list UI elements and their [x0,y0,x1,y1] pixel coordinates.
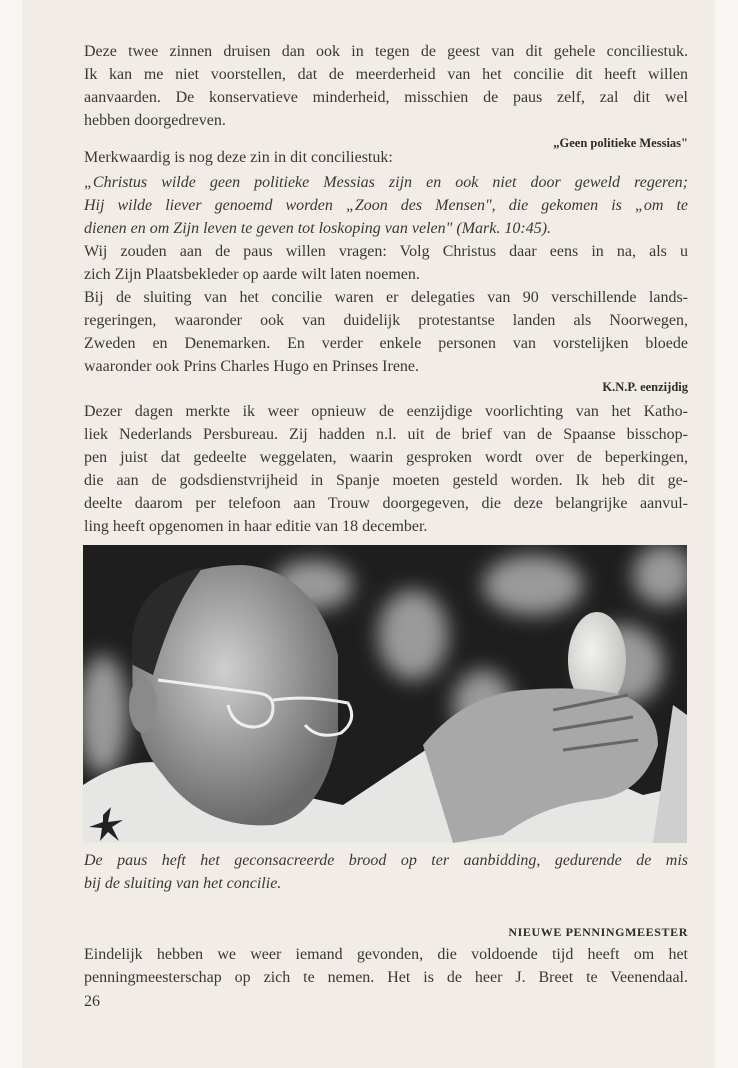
text-line: pen juist dat gedeelte weggelaten, waarin gesproken wordt over de beperkingen, [84,449,688,466]
section-heading-geen-politieke-messias: „Geen politieke Messias" [553,136,688,150]
page-number: 26 [84,993,100,1010]
text-line: Ik kan me niet voorstellen, dat de meerderheid van het concilie dit heeft willen [84,66,688,83]
text-line: Bij de sluiting van het concilie waren er delegaties van 90 verschillende lands- [84,289,688,306]
paragraph-2 [84,171,688,378]
paragraph-4 [84,943,688,989]
section-heading-nieuwe-penningmeester: NIEUWE PENNINGMEESTER [508,925,688,939]
text-line: liek Nederlands Persbureau. Zij hadden n.l. uit de brief van de Spaanse bisschop- [84,426,688,443]
text-line: aanvaarden. De konservatieve minderheid, misschien de paus zelf, zal dit wel [84,89,688,106]
text-line: regeringen, waaronder ook van duidelijk protestantse landen als Noorwegen, [84,312,688,329]
quote-line: dienen en om Zijn leven te geven tot loskoping van velen" (Mark. 10:45). [84,220,552,237]
text-line: Wij zouden aan de paus willen vragen: Volg Christus daar eens in na, als u [84,243,688,260]
caption-line: De paus heft het geconsacreerde brood op ter aanbidding, gedurende de mis [84,852,688,869]
text-line: deelte daarom per telefoon aan Trouw doorgegeven, die deze belangrijke aanvul- [84,495,688,512]
caption-line: bij de sluiting van het concilie. [84,875,282,892]
text-line: Dezer dagen merkte ik weer opnieuw de eenzijdige voorlichting van het Katho- [84,403,688,420]
quote-line: Hij wilde liever genoemd worden „Zoon des Mensen", die gekomen is „om te [84,197,688,214]
photo-pope-elevating-host [83,545,687,843]
paragraph-1 [84,40,688,132]
text-line: die aan de godsdienstvrijheid in Spanje moeten gesteld worden. Ik heb dit ge- [84,472,688,489]
text-line: zich Zijn Plaatsbekleder op aarde wilt laten noemen. [84,266,420,283]
text-line: Merkwaardig is nog deze zin in dit conciliestuk: [84,149,393,166]
paragraph-3 [84,400,688,538]
quote-line: „Christus wilde geen politieke Messias zijn en ook niet door geweld regeren; [84,174,688,191]
text-line: Zweden en Denemarken. En verder enkele personen van vorstelijken bloede [84,335,688,352]
section-heading-knp-eenzijdig: K.N.P. eenzijdig [602,380,688,394]
text-line: Deze twee zinnen druisen dan ook in tegen de geest van dit gehele conciliestuk. [84,43,688,60]
text-line: hebben doorgedreven. [84,112,226,129]
text-line: penningmeesterschap op zich te nemen. Het is de heer J. Breet te Veenendaal. [84,969,688,986]
text-line: waaronder ook Prins Charles Hugo en Prinses Irene. [84,358,420,375]
text-line: Eindelijk hebben we weer iemand gevonden, die voldoende tijd heeft om het [84,946,688,963]
text-line: ling heeft opgenomen in haar editie van 18 december. [84,518,428,535]
photo-caption [84,849,688,895]
paragraph-2-intro [84,146,688,169]
